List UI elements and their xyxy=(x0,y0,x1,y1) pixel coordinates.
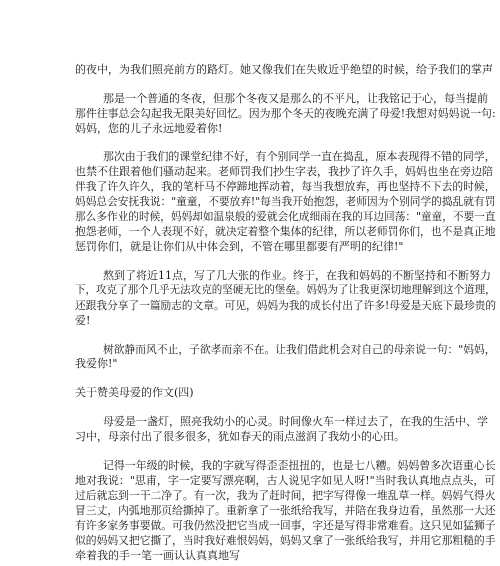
text-line: 惩罚你们，就是让你们从中体会到，不管在哪里都要有严明的纪律!" xyxy=(75,239,404,253)
text-line: 那件往事总会勾起我无限美好回忆。因为那个冬天的夜晚充满了母爱!我想对妈妈说一句: xyxy=(75,106,496,120)
text-line: 那是一个普通的冬夜，但那个冬夜又是那么的不平凡，让我铭记于心，每当提前 xyxy=(103,92,488,105)
text-line: 那次由于我们的课堂纪律不好，有个别同学一直在捣乱，原本表现得不错的同学， xyxy=(103,150,496,163)
text-line: 地对我说："思甫，字一定要写漂亮啊，古人说见字如见人呀!"当时我认真地点点头，可 xyxy=(75,474,496,488)
text-line: 下，攻克了那个几乎无法攻克的坚硬无比的堡垒。妈妈为了让我更深切地理解到这个道理， xyxy=(75,283,496,296)
section-heading: 关于赞美母爱的作文(四) xyxy=(75,386,194,400)
text-line: 似的妈妈又把它撕了，当时我好难恨妈妈，妈妈又拿了一张纸给我写，并用它那粗糙的手 xyxy=(75,534,496,548)
text-line: 伴我了许久许久，我的笔杆马不停蹄地挥动着，每当我想放弃，再也坚持不下去的时候， xyxy=(75,179,496,193)
text-line: 爱! xyxy=(75,313,91,327)
text-line: 母爱是一盏灯，照亮我幼小的心灵。时间像火车一样过去了，在我的生活中、学 xyxy=(103,415,488,429)
text-line: 妈妈，您的儿子永远地爱着你! xyxy=(75,121,223,135)
text-line: 我爱你!" xyxy=(75,357,118,371)
text-line: 牵着我的手一笔一画认认真真地写 xyxy=(75,549,240,562)
text-line: 还跟我分享了一篇励志的文章。可见，妈妈为我的成长付出了许多!母爱是天底下最珍贵的 xyxy=(75,298,497,312)
text-line: 树欲静而风不止，子欲孝而亲不在。让我们借此机会对自己的母亲说一句："妈妈， xyxy=(103,342,496,356)
text-line: 妈妈总会安抚我说："童童，不要放弃!"每当我开始抱怨，老师因为个别同学的捣乱就有罚 xyxy=(75,194,496,208)
text-line: 习中，母亲付出了很多很多，犹如春天的雨点滋润了我幼小的心田。 xyxy=(75,430,405,444)
text-line: 过后就忘到一干二净了。有一次，我为了赶时间，把字写得像一堆乱草一样。妈妈气得火 xyxy=(75,489,496,503)
text-line: 抱怨老师，一个人表现不好，就决定着整个集体的纪律，所以老师罚你们，也不是真正地 xyxy=(75,224,496,238)
text-line: 有许多家务事要做。可我仍然没把它当成一回事，字还是写得非常难看。这只见如猛狮子 xyxy=(75,519,496,533)
text-line: 记得一年级的时候，我的字就写得歪歪扭扭的，也是七八糟。妈妈曾多次语重心长 xyxy=(103,459,496,473)
text-line: 也禁不住跟着他们骚动起来。老师罚我们抄生字表，我抄了许久手，妈妈也坐在旁边陪 xyxy=(75,164,493,178)
text-line: 那么多作业的时候，妈妈却如温泉般的爱就会化成细雨在我的耳边回荡："童童，不要一直 xyxy=(75,209,496,223)
text-line: 熬到了将近11点，写了几大张的作业。终于，在我和妈妈的不断坚持和不断努力 xyxy=(103,268,491,282)
text-line: 的夜中，为我们照亮前方的路灯。她又像我们在失败近乎绝望的时候，给予我们的掌声 xyxy=(75,63,493,76)
text-line: 冒三丈，内弧地那页给撕掉了。重新拿了一张纸给我写，并陪在我身边看，虽然那一大还 xyxy=(75,504,496,518)
